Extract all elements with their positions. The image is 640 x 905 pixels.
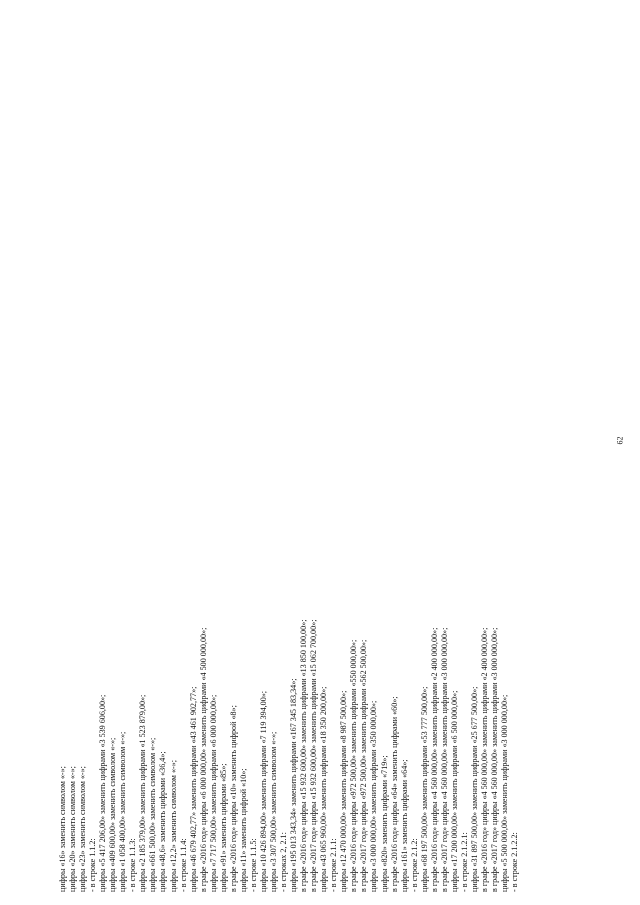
- text-line: в графе «2017 год» цифры «4 560 000,00» заменить цифрами «3 000 000,00»;: [490, 627, 500, 892]
- text-line: в графе «2016 год» цифры «4 560 000,00» заменить цифрами «2 400 000,00»;: [429, 627, 439, 892]
- text-line: цифры «31 897 500,00» заменить цифрами «25 677 500,00»;: [469, 686, 479, 892]
- amendment-lines: [58, 592, 520, 892]
- text-line: в графе «2016 год» цифры «15 932 600,00» заменить цифрами «13 850 100,00»;: [299, 619, 309, 892]
- text-line: - в строке 1.1.3:: [128, 838, 138, 892]
- text-line: цифры «3 307 500,00» заменить символом «-»;: [268, 731, 278, 892]
- text-line: цифры «23» заменить символом «-»;: [78, 766, 88, 892]
- text-line: цифры «409 600,00» заменить символом «-»;: [108, 737, 118, 892]
- text-line: цифры «195 013 343,34» заменить цифрами «167 345 183,34»;: [289, 678, 299, 892]
- text-line: цифры «661 500,00» заменить символом «-»;: [148, 737, 158, 892]
- text-line: цифры «20» заменить символом «-»;: [68, 766, 78, 892]
- text-line: цифры «1 058 400,00» заменить символом «-»;: [118, 731, 128, 892]
- text-line: цифры «48,6» заменить цифрами «36,4»;: [158, 751, 168, 892]
- text-line: цифры «161» заменить цифрами «64»;: [399, 759, 409, 892]
- text-line: цифры «7 717 500,00» заменить цифрами «6 000 000,00»;: [208, 694, 218, 892]
- text-line: в графе «2017 год» цифры «972 500,00» заменить цифрами «562 500,00»;: [359, 639, 369, 892]
- text-line: цифры «820» заменить цифрами «719»;: [379, 755, 389, 892]
- text-line: цифры «16» заменить символом «-»;: [58, 766, 67, 892]
- text-line: цифры «12 470 000,00» заменить цифрами «8 987 500,00»;: [339, 690, 349, 892]
- text-line: цифры «68 197 500,00» заменить цифрами «53 777 500,00»;: [419, 686, 429, 892]
- text-line: в графе «2016 год» цифры «64» заменить цифрами «60»;: [389, 696, 399, 892]
- text-line: в графе «2016 год» цифры «6 000 000,00» заменить цифрами «4 500 000,00»;: [198, 627, 208, 892]
- text-line: - в строках 2, 2.1:: [279, 832, 289, 892]
- text-line: в графе «2016 год» цифры «4 560 000,00» заменить цифрами «2 400 000,00»;: [479, 627, 489, 892]
- rotated-text-block: [58, 592, 618, 892]
- text-line: цифры «10 426 894,00» заменить цифрами «7 119 394,00»;: [258, 690, 268, 892]
- text-line: - в строке 2.1.1:: [329, 838, 339, 892]
- text-line: цифры «12,2» заменить символом «-»;: [168, 760, 178, 892]
- page-number: 62: [615, 436, 625, 445]
- text-line: цифры «11» заменить цифрой «10»;: [238, 768, 248, 892]
- text-line: цифры «46 679 402,77» заменить цифрами «43 461 902,77»;: [188, 686, 198, 892]
- text-line: - в строке 1.1.4:: [178, 838, 188, 892]
- text-line: - в строке 1.1.2:: [88, 838, 98, 892]
- text-line: цифры «2 185 379,00» заменить цифрами «1 523 879,00»;: [138, 694, 148, 892]
- text-line: - в строке 2.1.2.2:: [510, 832, 520, 892]
- text-line: в графе «2017 год» цифры «4 560 000,00» заменить цифрами «3 000 000,00»;: [439, 627, 449, 892]
- text-line: в графе «2017 год» цифры «15 932 600,00» заменить цифрами «15 062 700,00»;: [309, 619, 319, 892]
- text-line: в графе «2016 год» цифры «972 500,00» заменить цифрами «550 000,00»;: [349, 639, 359, 892]
- text-line: цифры «5 417 206,00» заменить цифрами «3 539 606,00»;: [98, 694, 108, 892]
- text-line: цифры «5 500 000,00» заменить цифрами «3 000 000,00»;: [500, 694, 510, 892]
- text-line: - в строке 1.1.5:: [248, 838, 258, 892]
- text-line: цифры «43 065 960,00» заменить цифрами «18 350 200,00»;: [319, 686, 329, 892]
- text-line: цифры «17 200 000,00» заменить цифрами «6 500 000,00»;: [449, 690, 459, 892]
- text-line: - в строке 2.1.2.1:: [459, 832, 469, 892]
- text-line: - в строке 2.1.2:: [409, 838, 419, 892]
- text-line: цифры «91» заменить цифрами «85»;: [218, 763, 228, 892]
- text-line: в графе «2016 год» цифры «10» заменить цифрой «8»;: [228, 705, 238, 892]
- text-line: цифры «3 000 000,00» заменить цифрами «350 000,00»;: [369, 700, 379, 892]
